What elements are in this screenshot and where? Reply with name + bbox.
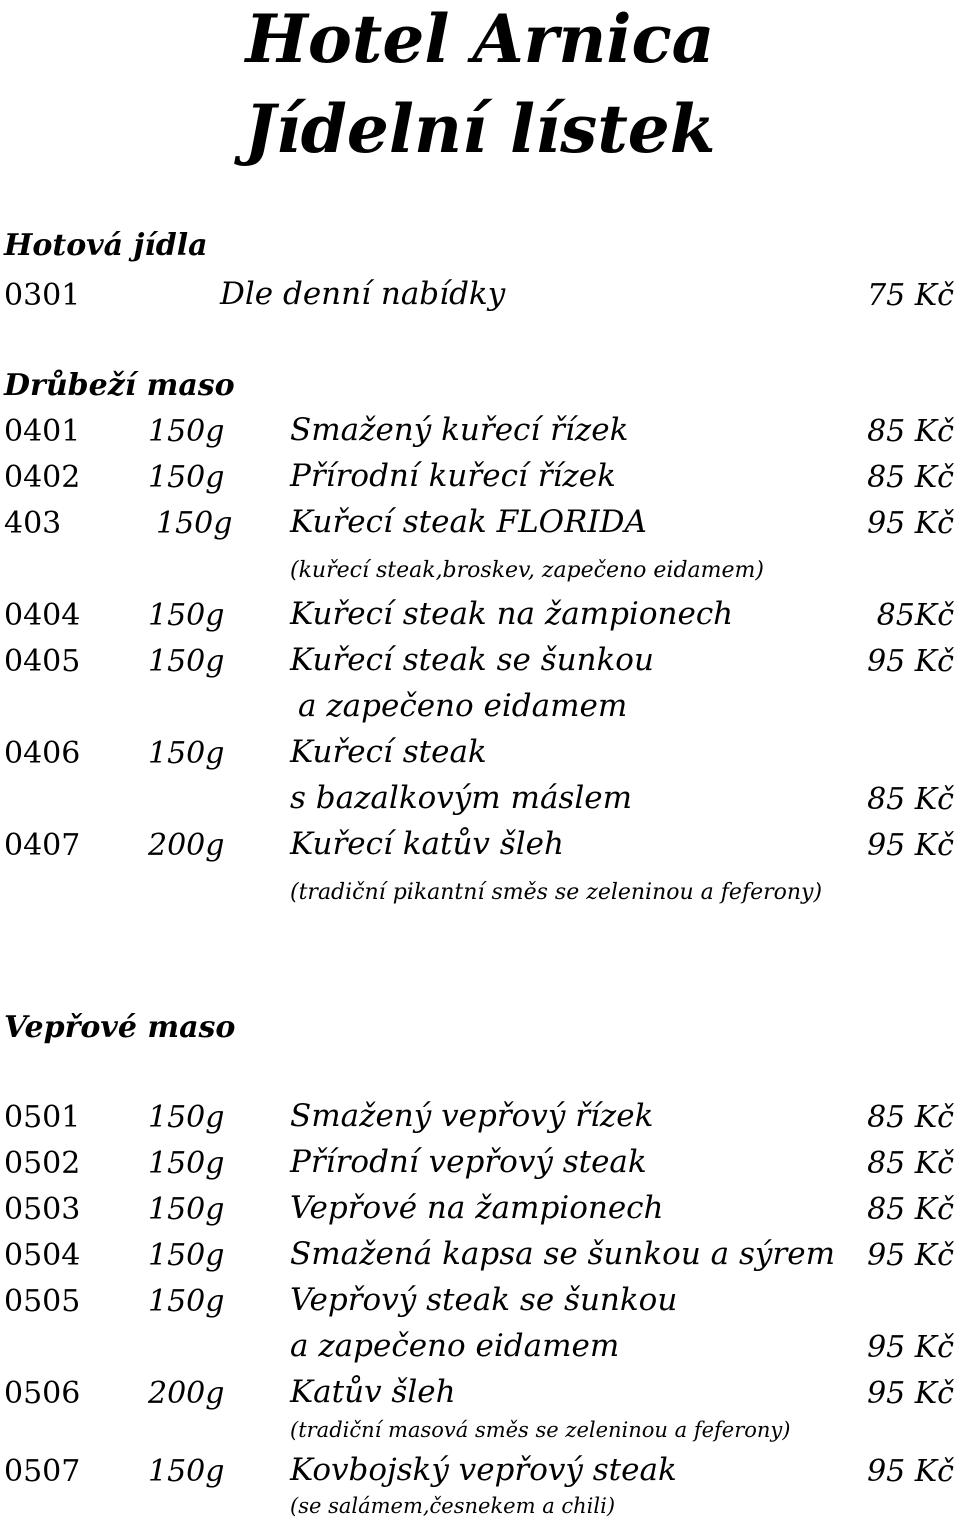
item-price: 95 Kč [867, 828, 954, 863]
item-price: 85 Kč [867, 1146, 954, 1181]
section-heading-drubez: Drůbeží maso [4, 368, 235, 403]
item-name: Kuřecí steak FLORIDA [290, 504, 647, 540]
item-name-line2: s bazalkovým máslem [290, 780, 632, 816]
item-weight: 150g [148, 736, 225, 771]
item-name: Smažený kuřecí řízek [290, 412, 629, 448]
item-name: Katův šleh [290, 1374, 456, 1410]
item-code: 0503 [4, 1192, 81, 1227]
item-price: 95 Kč [867, 644, 954, 679]
item-name: Smažená kapsa se šunkou a sýrem [290, 1236, 835, 1272]
item-weight: 150g [148, 1284, 225, 1319]
item-weight: 150g [148, 460, 225, 495]
item-name: Vepřový steak se šunkou [290, 1282, 678, 1318]
item-name: Kovbojský vepřový steak [290, 1452, 677, 1488]
item-weight: 150g [148, 414, 225, 449]
item-name: Kuřecí steak se šunkou [290, 642, 654, 678]
item-price: 85Kč [876, 598, 954, 633]
menu-title-hotel: Hotel Arnica [245, 0, 715, 78]
item-note: (se salámem,česnekem a chili) [290, 1494, 616, 1518]
item-price: 85 Kč [867, 414, 954, 449]
item-name: Vepřové na žampionech [290, 1190, 664, 1226]
item-price: 85 Kč [867, 460, 954, 495]
item-note: (tradiční masová směs se zeleninou a feferony) [290, 1418, 791, 1442]
item-code: 0506 [4, 1376, 81, 1411]
item-name: Kuřecí katův šleh [290, 826, 564, 862]
item-name-line2: a zapečeno eidamem [298, 688, 628, 724]
item-code: 0504 [4, 1238, 81, 1273]
item-code: 0301 [4, 278, 81, 313]
item-name: Přírodní kuřecí řízek [290, 458, 616, 494]
item-price: 85 Kč [867, 1100, 954, 1135]
section-heading-hotova: Hotová jídla [4, 228, 208, 263]
item-weight: 200g [148, 828, 225, 863]
item-price: 95 Kč [867, 506, 954, 541]
item-note: (tradiční pikantní směs se zeleninou a feferony) [290, 880, 823, 905]
item-weight: 150g [148, 1454, 225, 1489]
section-heading-veprove: Vepřové maso [4, 1010, 236, 1045]
item-price: 85 Kč [867, 1192, 954, 1227]
item-name: Přírodní vepřový steak [290, 1144, 647, 1180]
item-code: 0501 [4, 1100, 81, 1135]
item-code: 403 [4, 506, 62, 541]
item-price: 75 Kč [867, 278, 954, 313]
item-name: Smažený vepřový řízek [290, 1098, 654, 1134]
item-code: 0401 [4, 414, 81, 449]
item-price: 95 Kč [867, 1330, 954, 1365]
item-weight: 150g [148, 1238, 225, 1273]
item-weight: 150g [148, 598, 225, 633]
item-weight: 150g [148, 1146, 225, 1181]
menu-title-listek: Jídelní lístek [244, 90, 716, 168]
item-weight: 200g [148, 1376, 225, 1411]
item-price: 95 Kč [867, 1454, 954, 1489]
item-note: (kuřecí steak,broskev, zapečeno eidamem) [290, 558, 764, 583]
item-code: 0405 [4, 644, 81, 679]
item-code: 0402 [4, 460, 81, 495]
item-weight: 150g [148, 1100, 225, 1135]
item-price: 95 Kč [867, 1238, 954, 1273]
item-price: 95 Kč [867, 1376, 954, 1411]
item-code: 0507 [4, 1454, 81, 1489]
item-weight: 150g [148, 644, 225, 679]
item-name-line2: a zapečeno eidamem [290, 1328, 620, 1364]
item-code: 0404 [4, 598, 81, 633]
item-name: Kuřecí steak [290, 734, 487, 770]
item-name: Dle denní nabídky [220, 276, 506, 312]
item-code: 0505 [4, 1284, 81, 1319]
item-name: Kuřecí steak na žampionech [290, 596, 734, 632]
item-code: 0502 [4, 1146, 81, 1181]
item-weight: 150g [148, 1192, 225, 1227]
item-code: 0406 [4, 736, 81, 771]
item-code: 0407 [4, 828, 81, 863]
item-weight: 150g [156, 506, 233, 541]
item-price: 85 Kč [867, 782, 954, 817]
